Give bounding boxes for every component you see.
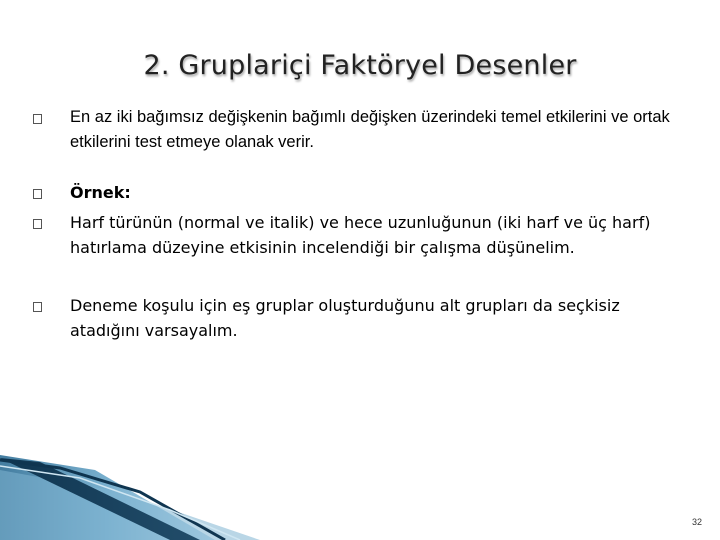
- slide-title: 2. Gruplariçi Faktöryel Desenler: [143, 50, 577, 81]
- page-number: 32: [691, 517, 702, 527]
- square-bullet-icon: [33, 219, 42, 229]
- decorative-swoosh: [0, 430, 720, 540]
- bullet-text-heading: Örnek:: [70, 183, 131, 202]
- square-bullet-icon: [33, 302, 42, 312]
- bullet-text: En az iki bağımsız değişkenin bağımlı değişken üzerindeki temel etkilerini ve ortak etkilerini test etmeye olanak verir.: [70, 108, 670, 151]
- bullet-text: Harf türünün (normal ve italik) ve hece uzunluğunun (iki harf ve üç harf) hatırlama düzeyine etkisinin incelendiği bir çalışma düşünelim.: [70, 213, 651, 257]
- square-bullet-icon: [33, 189, 42, 199]
- bullet-text: Deneme koşulu için eş gruplar oluşturduğunu alt grupları da seçkisiz atadığını varsayalım.: [70, 296, 620, 340]
- square-bullet-icon: [33, 114, 42, 124]
